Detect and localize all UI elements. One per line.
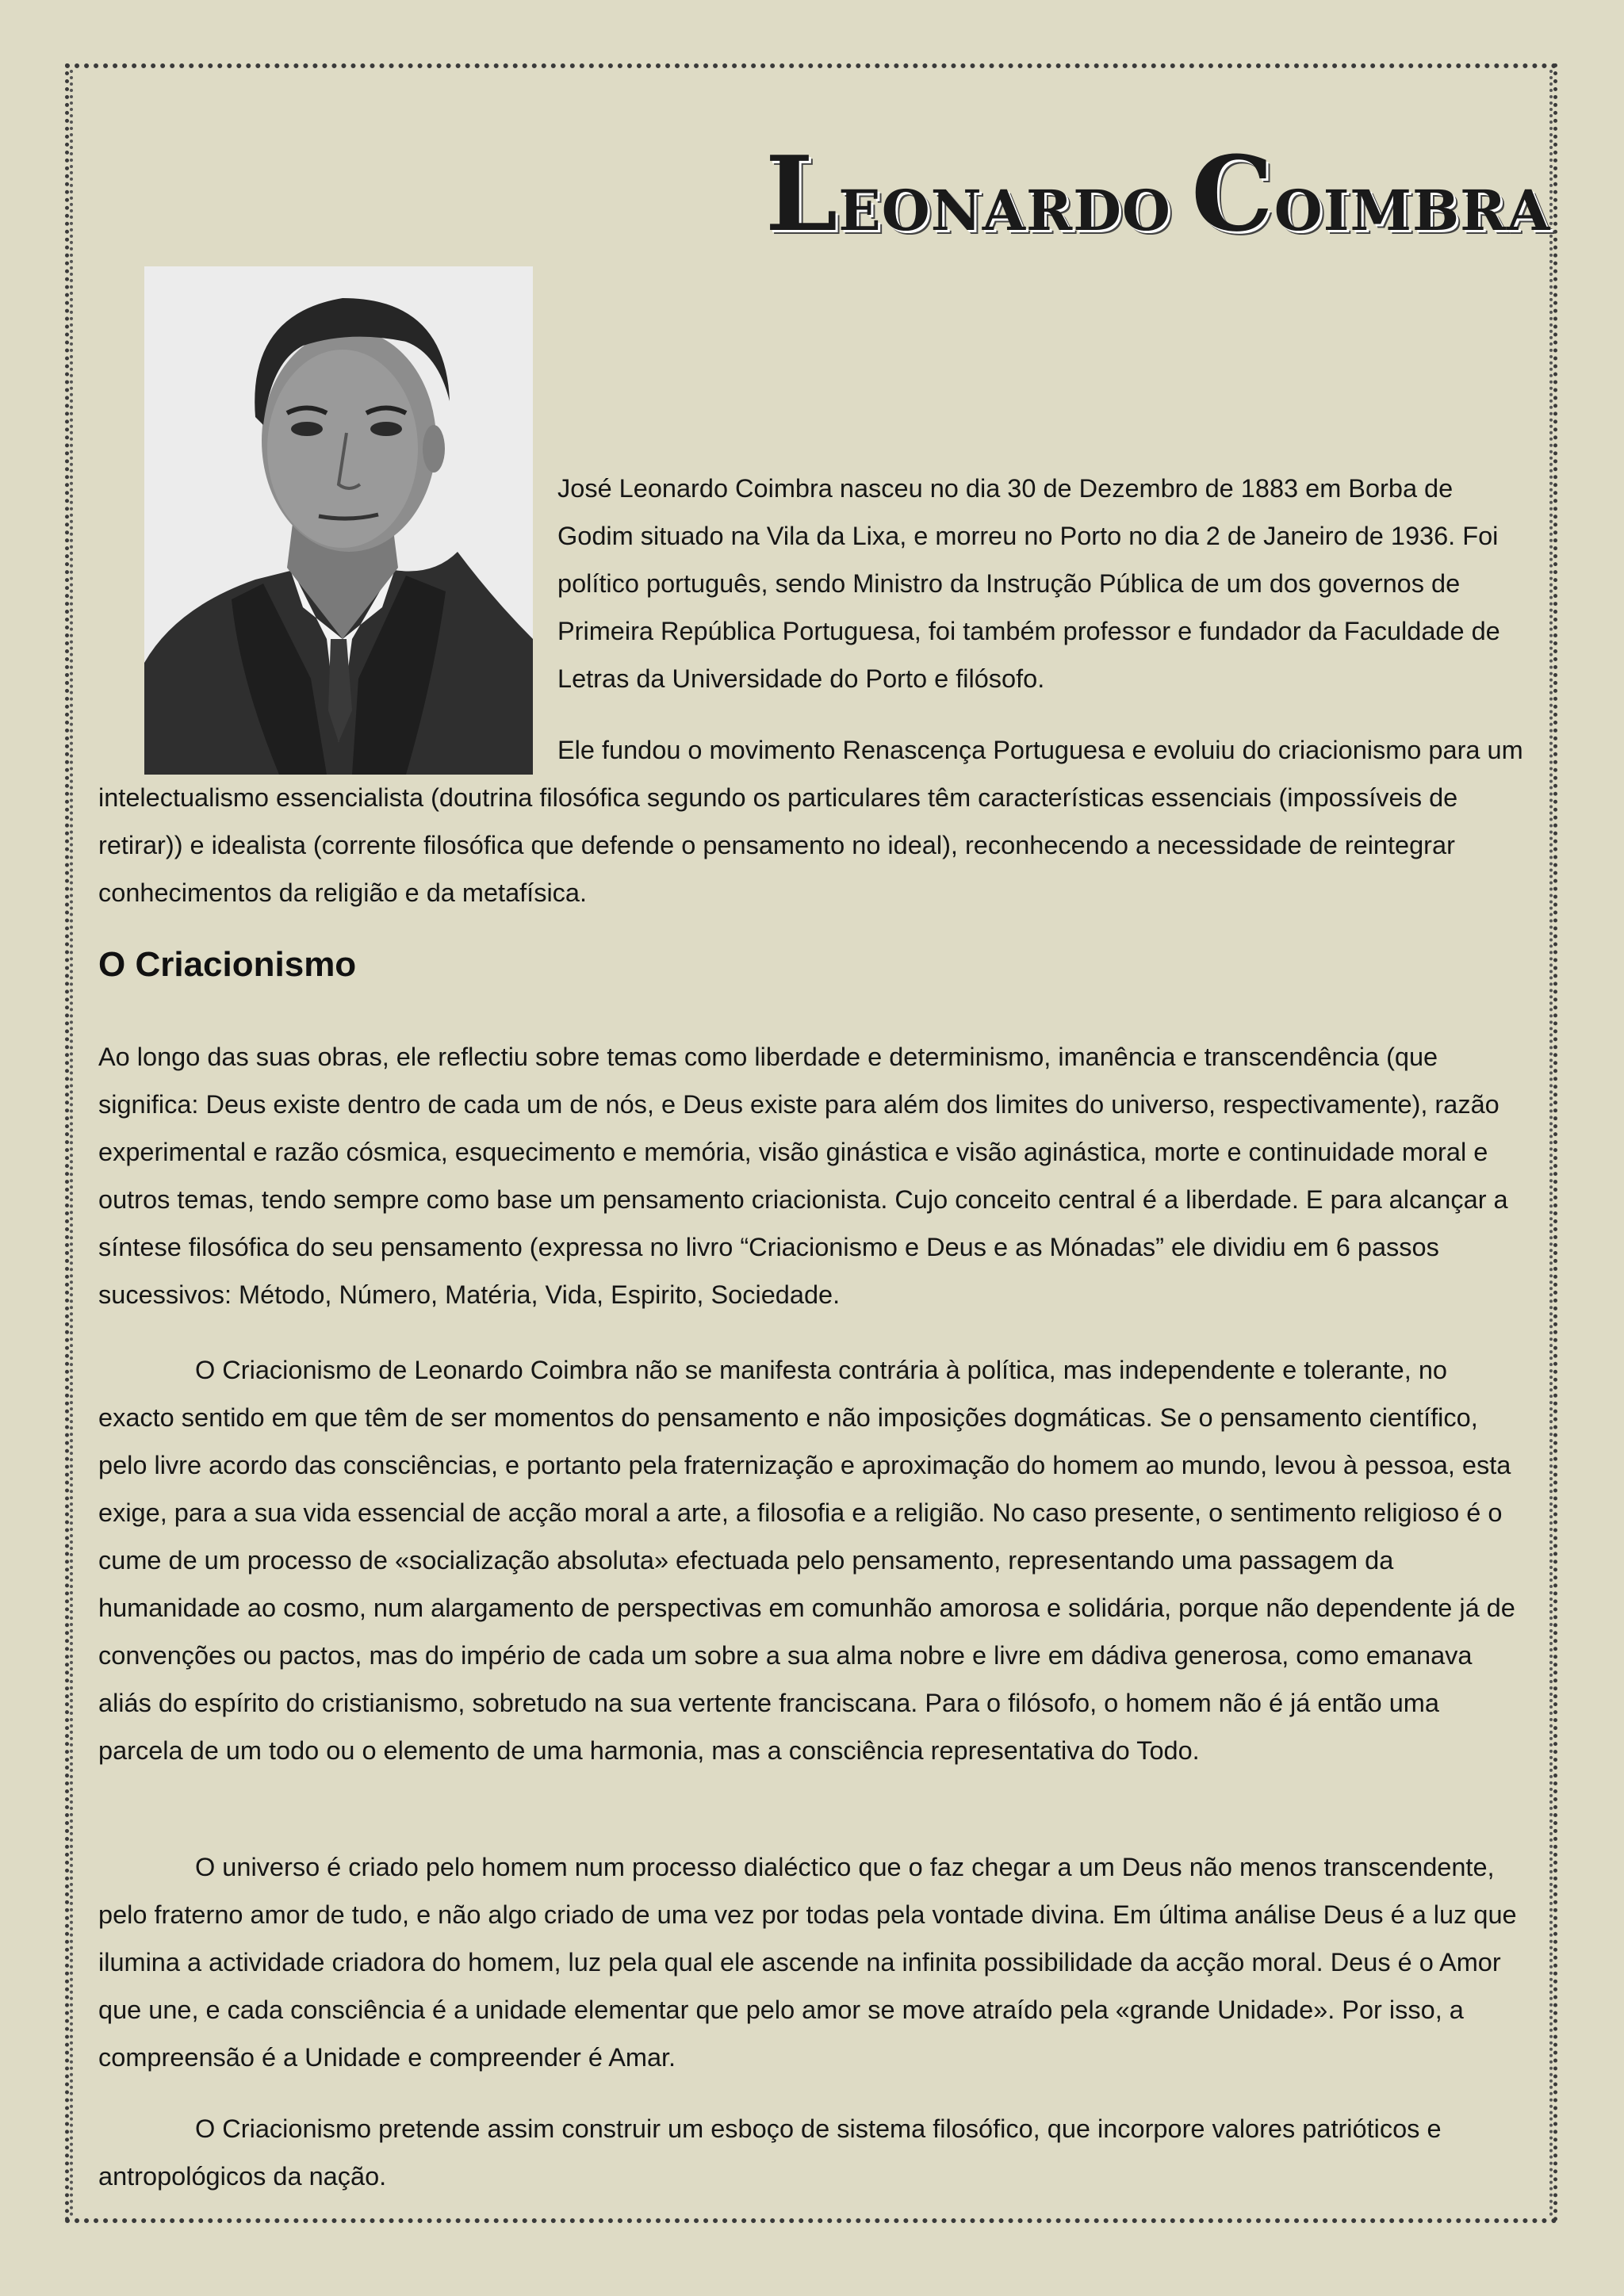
- section-paragraph-2: O Criacionismo de Leonardo Coimbra não se manifesta contrária à política, mas independente e tolerante, no exacto sentido em que têm de ser momentos do pensamento e não imposições dogmáticas. Se o pensamento científico, pelo livre acordo das consciências, e portanto pela fraternização e aproximação do homem ao mundo, levou à pessoa, esta exige, para a sua vida essencial de acção moral a arte, a filosofia e a religião. No caso presente, o sentimento religioso é o cume de um processo de «socialização absoluta» efectuada pelo pensamento, representando uma passagem da humanidade ao cosmo, num alargamento de perspectivas em comunhão amorosa e solidária, porque não dependente já de convenções ou pactos, mas do império de cada um sobre a sua alma nobre e livre em dádiva generosa, como emanava aliás do espírito do cristianismo, sobretudo na sua vertente franciscana. Para o filósofo, o homem não é já então uma parcela de um todo ou o elemento de uma harmonia, mas a consciência representativa do Todo.: [98, 1356, 1515, 1765]
- title-second-rest: OIMBRA: [1274, 178, 1551, 243]
- portrait-illustration: [144, 266, 533, 775]
- title-initial-c: C: [1191, 133, 1274, 254]
- portrait-photo: [144, 266, 533, 775]
- intro-paragraph-2: [98, 726, 1526, 916]
- section-paragraph-4: O Criacionismo pretende assim construir um esboço de sistema filosófico, que incorpore valores patrióticos e antropológicos da nação.: [98, 2114, 1442, 2191]
- section-paragraph-1: Ao longo das suas obras, ele reflectiu sobre temas como liberdade e determinismo, imanência e transcendência (que significa: Deus existe dentro de cada um de nós, e Deus existe para além dos limites do universo, respectivamente), razão experimental e razão cósmica, esquecimento e memória, visão ginástica e visão aginástica, morte e continuidade moral e outros temas, tendo sempre como base um pensamento criacionista. Cujo conceito central é a liberdade. E para alcançar a síntese filosófica do seu pensamento (expressa no livro “Criacionismo e Deus e as Mónadas” ele dividiu em 6 passos sucessivos: Método, Número, Matéria, Vida, Espirito, Sociedade.: [98, 1043, 1508, 1309]
- page-title: [765, 133, 1551, 254]
- title-initial-l: L: [765, 133, 839, 254]
- section-paragraph-3: O universo é criado pelo homem num processo dialéctico que o faz chegar a um Deus não menos transcendente, pelo fraterno amor de tudo, e não algo criado de uma vez por todas pela vontade divina. Em última análise Deus é a luz que ilumina a actividade criadora do homem, luz pela qual ele ascende na infinita possibilidade da acção moral. Deus é o Amor que une, e cada consciência é a unidade elementar que pelo amor se move atraído pela «grande Unidade». Por isso, a compreensão é a Unidade e compreender é Amar.: [98, 1853, 1517, 2072]
- photo-wrap-spacer: [98, 726, 557, 774]
- intro-paragraph-2-text: Ele fundou o movimento Renascença Portuguesa e evoluiu do criacionismo para um intelectualismo essencialista (doutrina filosófica segundo os particulares têm características essenciais (impossíveis de retirar)) e idealista (corrente filosófica que defende o pensamento no ideal), reconhecendo a necessidade de reintegrar conhecimentos da religião e da metafísica.: [98, 736, 1523, 907]
- section-heading: O Criacionismo: [98, 945, 357, 984]
- intro-paragraph-1: José Leonardo Coimbra nasceu no dia 30 de Dezembro de 1883 em Borba de Godim situado na Vila da Lixa, e morreu no Porto no dia 2 de Janeiro de 1936. Foi político português, sendo Ministro da Instrução Pública de um dos governos de Primeira República Portuguesa, foi também professor e fundador da Faculdade de Letras da Universidade do Porto e filósofo.: [557, 474, 1500, 693]
- title-first-rest: EONARDO: [838, 178, 1171, 243]
